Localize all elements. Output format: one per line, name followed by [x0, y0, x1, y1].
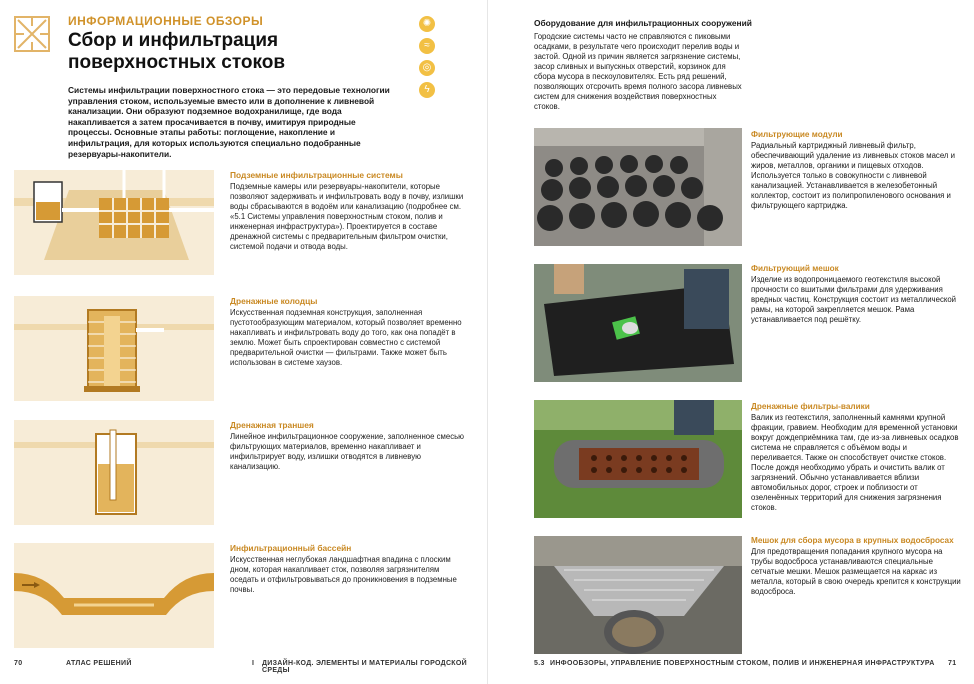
info-block-heading: Дренажные колодцы: [230, 296, 318, 306]
filter-bag-photo: [534, 264, 742, 382]
info-block-body: Искусственная подземная конструкция, заполненная пустотообразующим материалом, который позволяет временно накапливать и инфильтровать воду до того, как она попадёт в землю. Может быть спроектирован совместно с системой предварительной очистки — фильтрами. Также может быть использован в системе хаузов.: [230, 308, 462, 367]
equipment-intro: Городские системы часто не справляются с пиковыми осадками, в результате чего происходит перелив воды и застой. Одной из причин является загрязнение системы, засор сливных и выпускных отверстий, корзинок для сбора мусора в пескоуловителях. Есть ряд решений, позволяющих отсрочить время полного засора ливневых систем для снижения воздействия поверхностных стоков.: [534, 32, 742, 111]
info-block-body: Искусственная неглубокая ландшафтная впадина с плоским дном, которая накапливает сток, позволяя загрязнителям оседать и отфильтровываться до проникновения в подземные почвы.: [230, 555, 457, 594]
debris-net-photo: [534, 536, 742, 654]
equipment-item-body: Радиальный картриджный ливневый фильтр, обеспечивающий удаление из ливневых стоков масел и жиров, металлов, органики и пищевых отходов. Используется только в совокупности с ливневой канализацией. Устанавливается в железобетонный коллектор, состоит из полипропиленового основания и фильтрующего картриджа.: [751, 141, 955, 210]
intro-paragraph: Системы инфильтрации поверхностного стока — это передовые технологии управления стоком, используемые вместо или в дополнение к ливневой канализации. Они образуют подземное водохранилище, где вода накапливается а затем просачивается в почву, имитируя природные процессы. Основные этапы работы: поглощение, накопление и инфильтрация, для которых используются специально подобранные резервуары-накопители.: [68, 85, 390, 159]
drainage-well-illustration: [14, 296, 214, 401]
page-number: 70: [14, 660, 23, 667]
info-block-heading: Дренажная траншея: [230, 420, 314, 430]
footer-chapter-title: ИНФООБЗОРЫ, УПРАВЛЕНИЕ ПОВЕРХНОСТНЫМ СТОКОМ, ПОЛИВ И ИНЖЕНЕРНАЯ ИНФРАСТРУКТУРА: [550, 660, 935, 667]
footer-chapter-number: I: [252, 660, 255, 667]
section-title: ИНФОРМАЦИОННЫЕ ОБЗОРЫ: [68, 14, 264, 28]
info-block-text: [230, 420, 470, 472]
equipment-item-heading: Фильтрующие модули: [751, 130, 843, 139]
logo-icon: [14, 16, 50, 52]
equipment-item-body: Изделие из водопроницаемого геотекстиля высокой прочности со вшитыми фильтрами для удерживания вредных частиц. Конструкция состоит из металлической рамы, на которой закрепляется мешок. Рама устанавливается под решётку.: [751, 275, 957, 324]
equipment-item-body: Для предотвращения попадания крупного мусора на трубы водосброса устанавливаются специальные сетчатые мешки. Мешок размещается на каркас из металла, который в свою очередь крепится к конструкции водосброса.: [751, 547, 961, 596]
lightning-icon: ϟ: [419, 82, 435, 98]
page-number: 71: [948, 660, 957, 667]
equipment-item: [751, 536, 961, 597]
equipment-item-heading: Фильтрующий мешок: [751, 264, 839, 273]
equipment-item: [751, 264, 961, 325]
info-block-heading: Инфильтрационный бассейн: [230, 543, 352, 553]
info-block-text: [230, 296, 470, 368]
waves-icon: ≈: [419, 38, 435, 54]
footer-chapter-title: ДИЗАЙН-КОД. ЭЛЕМЕНТЫ И МАТЕРИАЛЫ ГОРОДСКОЙ СРЕДЫ: [262, 660, 467, 674]
equipment-item-body: Валик из геотекстиля, заполненный камнями крупной фракции, гравием. Необходим для временной установки вокруг дождеприёмника там, где из-за ливневых осадков система не справляется с объёмом воды и переливается. Также он способствует очистке стоков. После дождя необходимо убрать и очистить валик от загрязнений. Обычно устанавливается вблизи автомобильных дорог, строек и поблизости от озеленённых территорий для снижения загрязнения стоков.: [751, 413, 959, 512]
infiltration-basin-illustration: [14, 543, 214, 648]
filter-modules-photo: [534, 128, 742, 246]
info-block-text: [230, 543, 470, 595]
sun-icon: ✺: [419, 16, 435, 32]
info-block-heading: Подземные инфильтрационные системы: [230, 170, 403, 180]
filter-rolls-photo: [534, 400, 742, 518]
side-icons: [419, 16, 439, 104]
footer-book-title: АТЛАС РЕШЕНИЙ: [66, 660, 132, 667]
equipment-item-heading: Дренажные фильтры-валики: [751, 402, 870, 411]
footer-chapter-number: 5.3: [534, 660, 545, 667]
underground-system-illustration: [14, 170, 214, 275]
equipment-item: [751, 130, 961, 211]
info-block-body: Подземные камеры или резервуары-накопители, которые позволяют задерживать и инфильтровать воду в почву, излишки воды сбрасываются в водоём или канализацию (подробнее см. «5.1 Системы управления поверхностным стоком, полив и инженерная инфраструктура»). Проектируется в составе дренажной системы с предварительным фильтром очистки, системой подачи и отвода воды.: [230, 182, 464, 251]
drainage-trench-illustration: [14, 420, 214, 525]
info-block-body: Линейное инфильтрационное сооружение, заполненное смесью фильтрующих материалов, временно накапливает и инфильтрирует воду, излишки отводятся в ливневую канализацию.: [230, 432, 465, 471]
info-block-text: [230, 170, 470, 252]
right-page: [487, 0, 974, 684]
equipment-heading: Оборудование для инфильтрационных сооружений: [534, 18, 752, 28]
equipment-item: [751, 402, 961, 513]
equipment-item-heading: Мешок для сбора мусора в крупных водосбросах: [751, 536, 954, 545]
swirl-icon: ◎: [419, 60, 435, 76]
page-title: Сбор и инфильтрация поверхностных стоков: [68, 30, 286, 73]
